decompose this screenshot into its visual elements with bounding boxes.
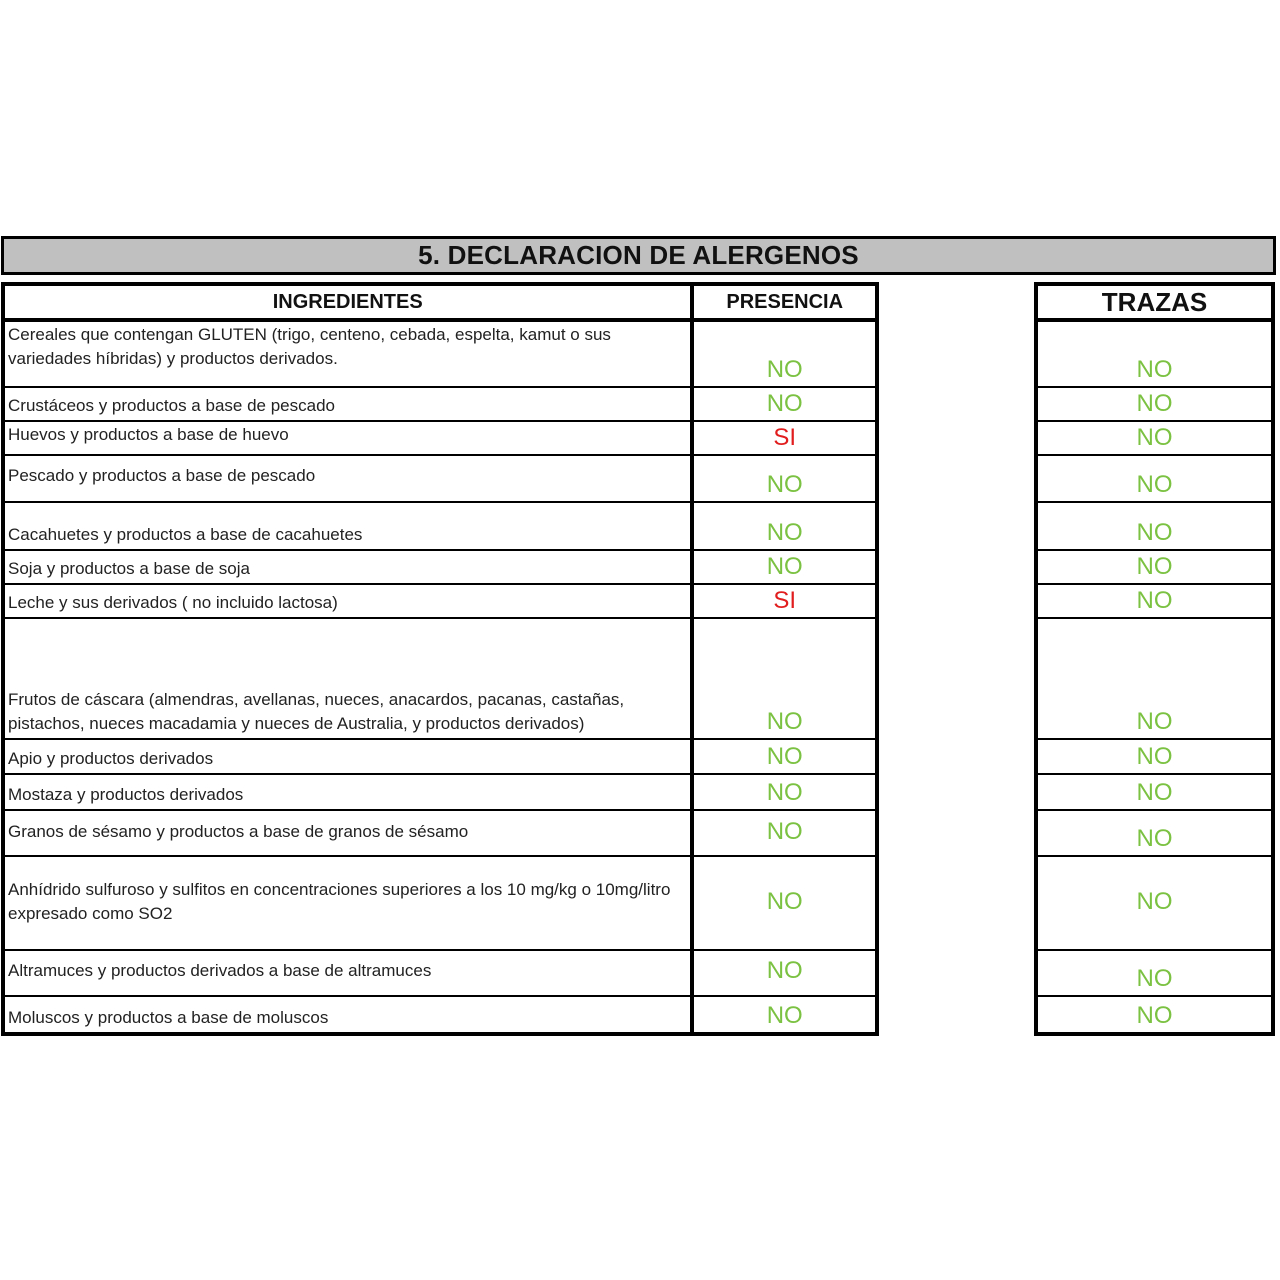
traces-cell: NO	[1036, 455, 1273, 502]
section-title-bar	[1, 236, 1276, 275]
table-row	[1036, 618, 1273, 739]
table-row	[3, 774, 877, 810]
presence-cell: NO	[692, 810, 877, 856]
ingredient-cell: Huevos y productos a base de huevo	[3, 421, 692, 455]
table-row	[3, 320, 877, 387]
ingredient-cell: Pescado y productos a base de pescado	[3, 455, 692, 502]
traces-cell: NO	[1036, 950, 1273, 996]
ingredient-cell: Altramuces y productos derivados a base de altramuces	[3, 950, 692, 996]
traces-cell: NO	[1036, 550, 1273, 584]
table-row	[3, 618, 877, 739]
ingredients-header: INGREDIENTES	[3, 284, 692, 320]
traces-header: TRAZAS	[1036, 284, 1273, 320]
traces-table	[1034, 282, 1275, 1036]
traces-cell: NO	[1036, 774, 1273, 810]
table-row	[3, 950, 877, 996]
ingredient-cell: Soja y productos a base de soja	[3, 550, 692, 584]
table-row	[1036, 950, 1273, 996]
table-row	[3, 502, 877, 550]
traces-cell: NO	[1036, 810, 1273, 856]
traces-cell: NO	[1036, 584, 1273, 618]
table-row	[1036, 502, 1273, 550]
table-row	[1036, 996, 1273, 1034]
presence-cell: SI	[692, 584, 877, 618]
table-row	[3, 455, 877, 502]
presence-header: PRESENCIA	[692, 284, 877, 320]
traces-cell: NO	[1036, 387, 1273, 421]
table-row	[1036, 856, 1273, 950]
traces-cell: NO	[1036, 320, 1273, 387]
table-row	[3, 421, 877, 455]
table-row	[1036, 774, 1273, 810]
traces-cell: NO	[1036, 856, 1273, 950]
traces-cell: NO	[1036, 739, 1273, 774]
traces-cell: NO	[1036, 618, 1273, 739]
presence-cell: NO	[692, 739, 877, 774]
ingredient-cell: Granos de sésamo y productos a base de granos de sésamo	[3, 810, 692, 856]
table-row	[3, 550, 877, 584]
traces-cell: NO	[1036, 421, 1273, 455]
table-row	[3, 739, 877, 774]
ingredient-cell: Frutos de cáscara (almendras, avellanas, nueces, anacardos, pacanas, castañas, pistachos, nueces macadamia y nueces de Australia, y productos derivados)	[3, 618, 692, 739]
table-row	[1036, 387, 1273, 421]
presence-cell: SI	[692, 421, 877, 455]
table-row	[1036, 455, 1273, 502]
ingredient-cell: Cacahuetes y productos a base de cacahuetes	[3, 502, 692, 550]
table-row	[1036, 550, 1273, 584]
allergen-table	[1, 282, 879, 1036]
table-row	[3, 584, 877, 618]
presence-cell: NO	[692, 950, 877, 996]
table-row	[3, 856, 877, 950]
presence-cell: NO	[692, 618, 877, 739]
presence-cell: NO	[692, 455, 877, 502]
table-row	[1036, 810, 1273, 856]
presence-cell: NO	[692, 856, 877, 950]
table-row	[3, 996, 877, 1034]
ingredient-cell: Crustáceos y productos a base de pescado	[3, 387, 692, 421]
ingredient-cell: Leche y sus derivados ( no incluido lactosa)	[3, 584, 692, 618]
table-row	[1036, 320, 1273, 387]
section-title: 5. DECLARACION DE ALERGENOS	[418, 240, 859, 270]
presence-cell: NO	[692, 387, 877, 421]
presence-cell: NO	[692, 550, 877, 584]
table-row	[1036, 584, 1273, 618]
allergen-table-header	[3, 284, 877, 320]
table-row	[3, 387, 877, 421]
presence-cell: NO	[692, 996, 877, 1034]
ingredient-cell: Moluscos y productos a base de moluscos	[3, 996, 692, 1034]
ingredient-cell: Cereales que contengan GLUTEN (trigo, centeno, cebada, espelta, kamut o sus variedades híbridas) y productos derivados.	[3, 320, 692, 387]
presence-cell: NO	[692, 502, 877, 550]
ingredient-cell: Mostaza y productos derivados	[3, 774, 692, 810]
presence-cell: NO	[692, 774, 877, 810]
traces-cell: NO	[1036, 996, 1273, 1034]
ingredient-cell: Anhídrido sulfuroso y sulfitos en concentraciones superiores a los 10 mg/kg o 10mg/litro expresado como SO2	[3, 856, 692, 950]
ingredient-cell: Apio y productos derivados	[3, 739, 692, 774]
table-row	[3, 810, 877, 856]
traces-table-header	[1036, 284, 1273, 320]
traces-cell: NO	[1036, 502, 1273, 550]
table-row	[1036, 421, 1273, 455]
presence-cell: NO	[692, 320, 877, 387]
table-row	[1036, 739, 1273, 774]
